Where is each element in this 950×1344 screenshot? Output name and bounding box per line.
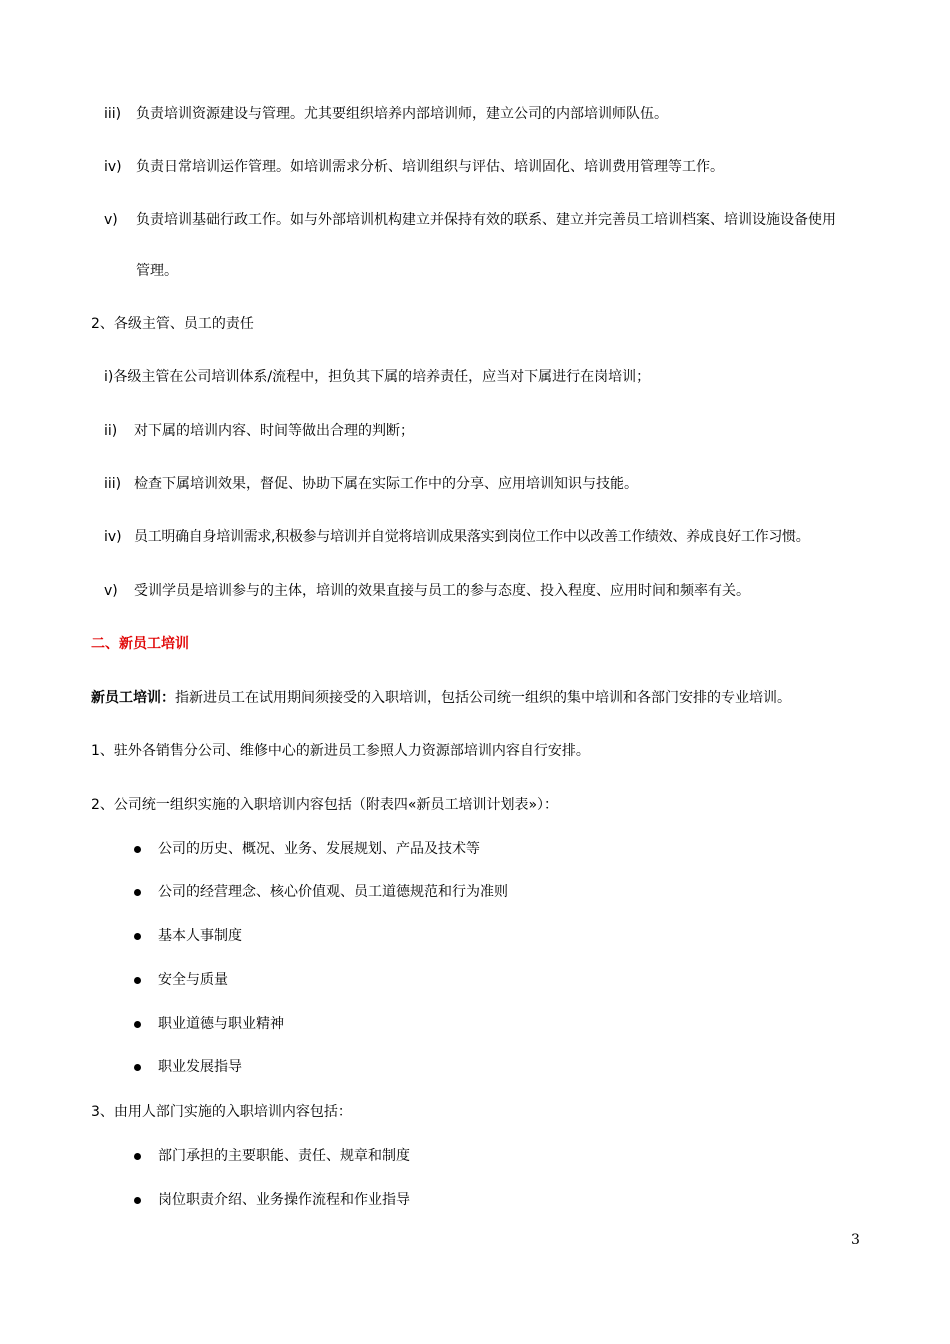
list-item: 岗位职责介绍、业务操作流程和作业指导 — [158, 1192, 410, 1208]
section1-item-v-continuation: 管理。 — [136, 263, 178, 279]
bullet-icon — [134, 1197, 141, 1204]
section2-item-iii — [104, 474, 638, 494]
item-text: 负责培训基础行政工作。如与外部培训机构建立并保持有效的联系、建立并完善员工培训档案、培训设施设备使用 — [136, 212, 836, 228]
section2-item-ii — [104, 421, 414, 441]
page-number: 3 — [851, 1232, 860, 1248]
item-marker: i) — [104, 369, 114, 385]
bullet-icon — [134, 889, 141, 896]
new-employee-point-1: 1、驻外各销售分公司、维修中心的新进员工参照人力资源部培训内容自行安排。 — [91, 743, 590, 759]
section1-item-iv — [104, 157, 724, 177]
bullet-icon — [134, 1153, 141, 1160]
item-text: 负责日常培训运作管理。如培训需求分析、培训组织与评估、培训固化、培训费用管理等工作。 — [136, 159, 724, 175]
bullet-icon — [134, 933, 141, 940]
item-marker: iv) — [104, 159, 122, 175]
section2-heading: 2、各级主管、员工的责任 — [91, 316, 254, 332]
list-item: 安全与质量 — [158, 972, 228, 988]
section2-item-i — [104, 367, 650, 387]
item-marker: iii) — [104, 106, 122, 122]
item-marker: iv) — [104, 529, 122, 545]
item-text: 负责培训资源建设与管理。尤其要组织培养内部培训师，建立公司的内部培训师队伍。 — [136, 106, 668, 122]
bullet-icon — [134, 1064, 141, 1071]
new-employee-point-3: 3、由用人部门实施的入职培训内容包括： — [91, 1104, 352, 1120]
item-marker: iii) — [104, 476, 122, 492]
item-text: 受训学员是培训参与的主体，培训的效果直接与员工的参与态度、投入程度、应用时间和频率有关。 — [134, 583, 750, 599]
item-text: 检查下属培训效果，督促、协助下属在实际工作中的分享、应用培训知识与技能。 — [134, 476, 638, 492]
section2-item-v — [104, 581, 750, 601]
list-item: 公司的历史、概况、业务、发展规划、产品及技术等 — [158, 841, 480, 857]
section1-item-v — [104, 210, 836, 230]
item-text: 各级主管在公司培训体系/流程中，担负其下属的培养责任，应当对下属进行在岗培训； — [113, 369, 651, 385]
bullet-icon — [134, 846, 141, 853]
list-item: 基本人事制度 — [158, 928, 242, 944]
bullet-icon — [134, 977, 141, 984]
definition-text: 指新进员工在试用期间须接受的入职培训，包括公司统一组织的集中培训和各部门安排的专业培训。 — [175, 690, 791, 706]
new-employee-definition — [91, 688, 791, 708]
item-marker: v) — [104, 212, 118, 228]
definition-term: 新员工培训： — [91, 690, 175, 706]
item-text: 员工明确自身培训需求,积极参与培训并自觉将培训成果落实到岗位工作中以改善工作绩效、养成良好工作习惯。 — [134, 529, 810, 545]
item-text: 对下属的培训内容、时间等做出合理的判断； — [134, 423, 414, 439]
section2-item-iv — [104, 527, 809, 547]
bullet-icon — [134, 1021, 141, 1028]
list-item: 职业道德与职业精神 — [158, 1016, 284, 1032]
list-item: 部门承担的主要职能、责任、规章和制度 — [158, 1148, 410, 1164]
section1-item-iii — [104, 104, 668, 124]
item-marker: v) — [104, 583, 118, 599]
list-item: 职业发展指导 — [158, 1059, 242, 1075]
new-employee-point-2: 2、公司统一组织实施的入职培训内容包括（附表四«新员工培训计划表»）： — [91, 797, 559, 813]
list-item: 公司的经营理念、核心价值观、员工道德规范和行为准则 — [158, 884, 508, 900]
item-marker: ii) — [104, 423, 118, 439]
new-employee-heading: 二、新员工培训 — [91, 636, 189, 652]
